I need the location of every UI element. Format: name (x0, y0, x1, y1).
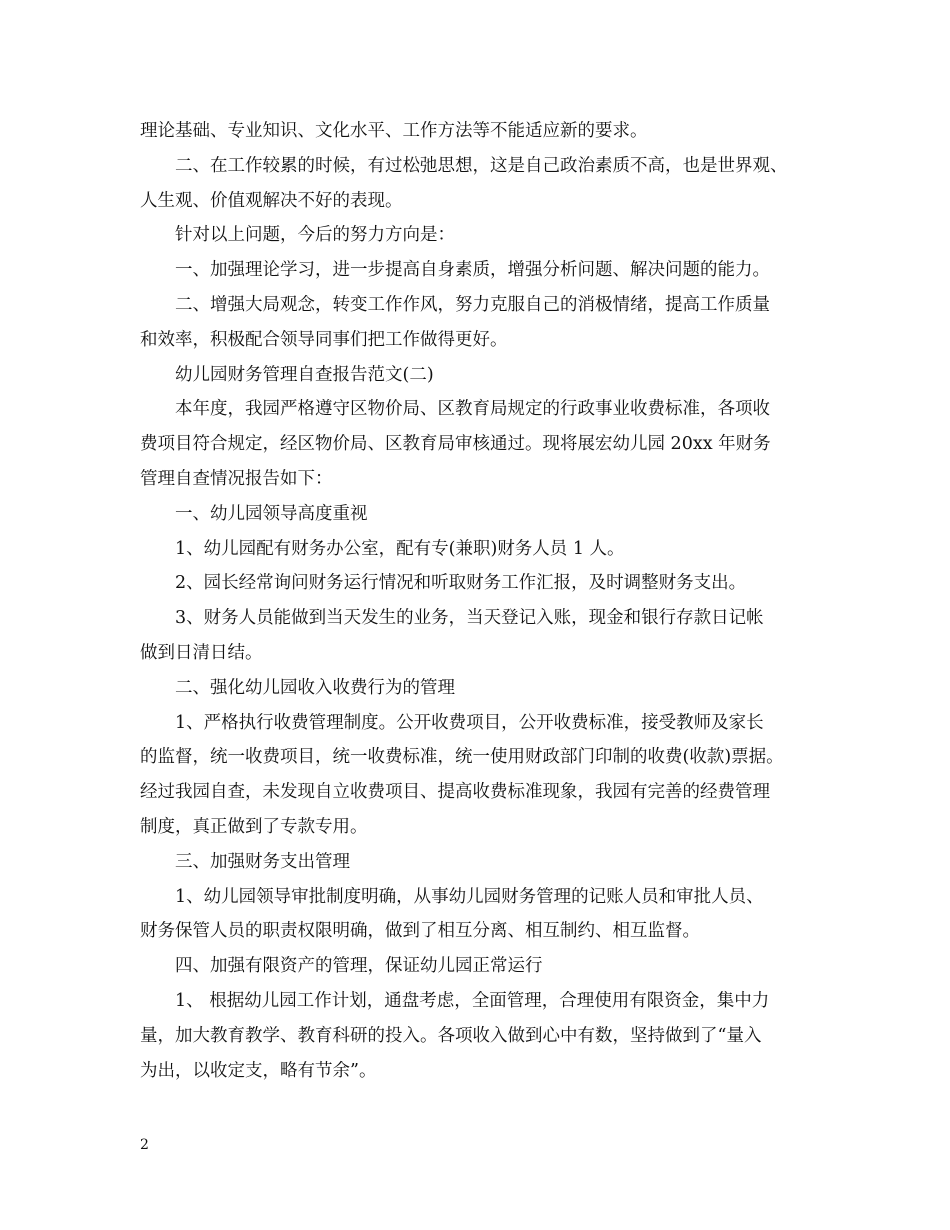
text-line: 本年度，我园严格遵守区物价局、区教育局规定的行政事业收费标准，各项收 (175, 399, 770, 420)
text-line: 人生观、价值观解决不好的表现。 (140, 190, 403, 211)
text-line: 2、园长经常询问财务运行情况和听取财务工作汇报，及时调整财务支出。 (175, 573, 747, 594)
text-line: 量，加大教育教学、教育科研的投入。各项收入做到心中有数，坚持做到了“量入 (140, 1025, 762, 1046)
document-body (140, 114, 815, 1088)
text-line: 财务保管人员的职责权限明确，做到了相互分离、相互制约、相互监督。 (140, 921, 700, 942)
text-line: 1、幼儿园领导审批制度明确，从事幼儿园财务管理的记账人员和审批人员、 (175, 886, 764, 907)
text-line: 针对以上问题，今后的努力方向是： (175, 225, 455, 246)
section-heading: 三、加强财务支出管理 (175, 851, 350, 872)
text-line: 1、 根据幼儿园工作计划，通盘考虑，全面管理，合理使用有限资金，集中力 (175, 990, 770, 1011)
section-heading: 一、幼儿园领导高度重视 (175, 503, 368, 524)
text-line: 做到日清日结。 (140, 642, 263, 663)
text-block (140, 114, 815, 1088)
section-heading: 四、加强有限资产的管理，保证幼儿园正常运行 (175, 956, 543, 977)
text-line: 和效率，积极配合领导同事们把工作做得更好。 (140, 329, 508, 350)
text-line: 二、在工作较累的时候，有过松弛思想，这是自己政治素质不高，也是世界观、 (175, 155, 788, 176)
page-number: 2 (140, 1137, 149, 1153)
text-line: 制度，真正做到了专款专用。 (140, 816, 368, 837)
text-line: 1、严格执行收费管理制度。公开收费项目，公开收费标准，接受教师及家长 (175, 712, 764, 733)
text-line: 的监督，统一收费项目，统一收费标准，统一使用财政部门印制的收费(收款)票据。 (140, 747, 784, 768)
text-line: 费项目符合规定，经区物价局、区教育局审核通过。现将展宏幼儿园 20xx 年财务 (140, 434, 771, 455)
text-line: 理论基础、专业知识、文化水平、工作方法等不能适应新的要求。 (140, 121, 648, 141)
section-title: 幼儿园财务管理自查报告范文(二) (175, 364, 434, 385)
text-line: 管理自查情况报告如下： (140, 468, 333, 489)
text-line: 1、幼儿园配有财务办公室，配有专(兼职)财务人员 1 人。 (175, 538, 625, 559)
text-line: 为出，以收定支，略有节余”。 (140, 1060, 377, 1081)
text-line: 经过我园自查，未发现自立收费项目、提高收费标准现象，我园有完善的经费管理 (140, 782, 770, 803)
section-heading: 二、强化幼儿园收入收费行为的管理 (175, 677, 455, 698)
text-line: 二、增强大局观念，转变工作作风，努力克服自己的消极情绪，提高工作质量 (175, 294, 770, 315)
text-line: 一、加强理论学习，进一步提高自身素质，增强分析问题、解决问题的能力。 (175, 260, 770, 281)
text-line: 3、财务人员能做到当天发生的业务，当天登记入账，现金和银行存款日记帐 (175, 608, 764, 629)
